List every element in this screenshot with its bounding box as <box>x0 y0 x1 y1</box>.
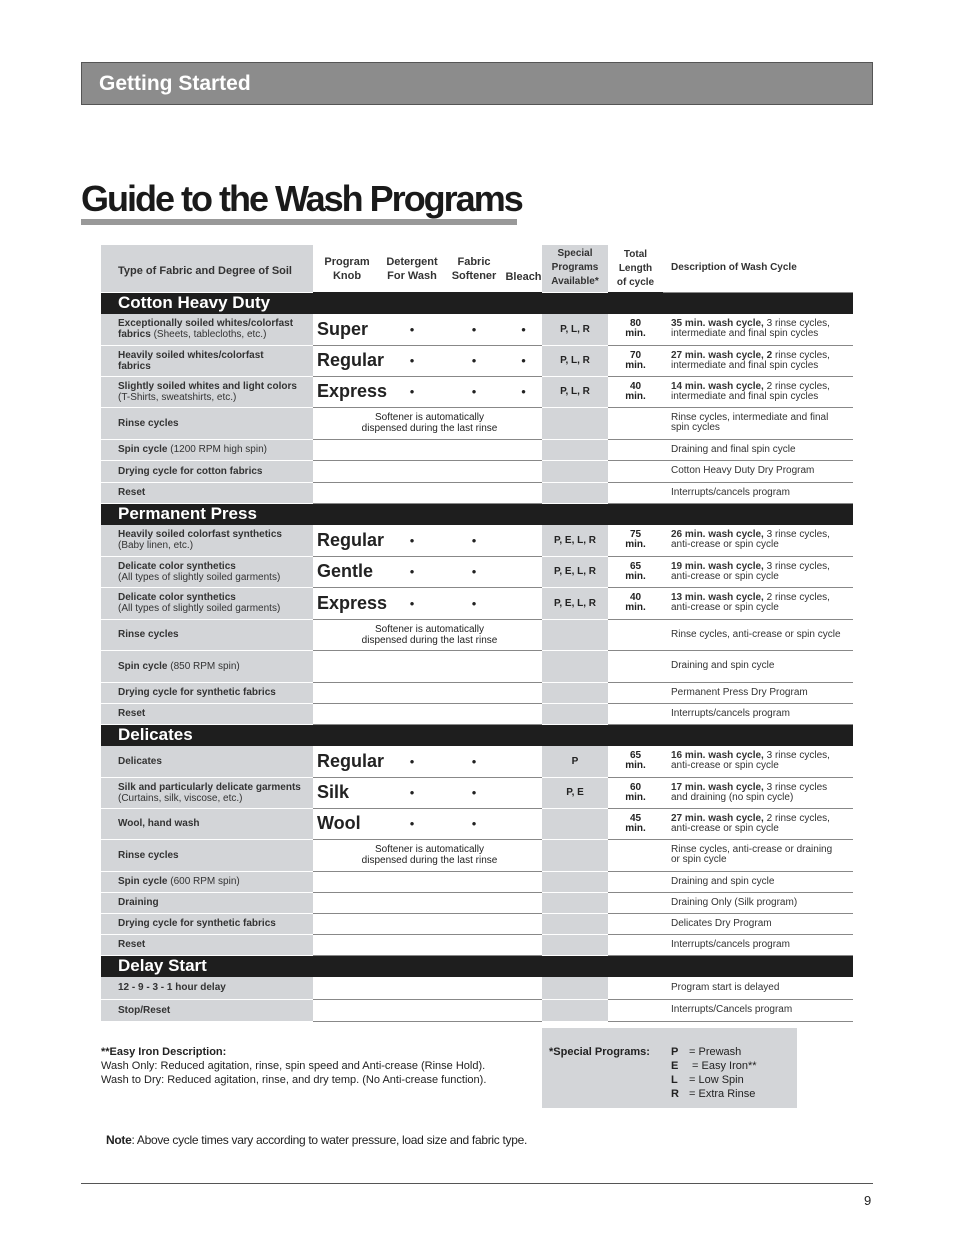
section-cotton: Cotton Heavy Duty <box>101 292 853 314</box>
table-row: Rinse cycles Softener is automatically dispensed during the last rinse Rinse cycles, anti-crease or draining or spin cycle <box>101 839 853 871</box>
legend-item: P = Prewash <box>671 1046 742 1058</box>
table-row: Slightly soiled whites and light colors (T-Shirts, sweatshirts, etc.) Express • • • P, L, R 40 min. 14 min. wash cycle, 2 rinse cycles, intermediate and final spin cycles <box>101 376 853 407</box>
cycle-time-note: Note: Above cycle times vary according to water pressure, load size and fabric type. <box>106 1133 528 1147</box>
header-fabric: Type of Fabric and Degree of Soil <box>101 245 313 292</box>
table-row: Wool, hand wash Wool • • 45 min. 27 min. wash cycle, 2 rinse cycles, anti-crease or spin cycle <box>101 808 853 839</box>
dot-icon: • <box>381 525 443 556</box>
dot-icon: • <box>381 345 443 376</box>
legend-item: R = Extra Rinse <box>671 1088 756 1100</box>
page-title: Guide to the Wash Programs <box>81 178 522 219</box>
header-description: Description of Wash Cycle <box>663 245 853 292</box>
dot-icon: • <box>443 345 505 376</box>
header-softener: Fabric Softener <box>451 255 497 282</box>
dot-icon: • <box>443 746 505 777</box>
section-delicates: Delicates <box>101 724 853 746</box>
table-row: Stop/Reset Interrupts/Cancels program <box>101 999 853 1021</box>
table-row: Spin cycle (850 RPM spin) Draining and spin cycle <box>101 650 853 682</box>
header-knob: Program Knob <box>324 255 370 282</box>
dot-icon: • <box>381 556 443 587</box>
table-row: Delicates Regular • • P 65 min. 16 min. wash cycle, 3 rinse cycles, anti-crease or spin cycle <box>101 746 853 777</box>
table-row: Delicate color synthetics (All types of slightly soiled garments) Gentle • • P, E, L, R 65 min. 19 min. wash cycle, 3 rinse cycles, anti-crease or spin cycle <box>101 556 853 587</box>
legend-item: L = Low Spin <box>671 1074 744 1086</box>
dot-icon: • <box>381 376 443 407</box>
dot-icon: • <box>443 525 505 556</box>
table-row: Drying cycle for cotton fabrics Cotton Heavy Duty Dry Program <box>101 460 853 482</box>
legend-item: E = Easy Iron** <box>671 1060 757 1072</box>
title-underline <box>81 219 517 225</box>
table-row: Reset Interrupts/cancels program <box>101 482 853 503</box>
table-row: Heavily soiled whites/colorfast fabrics Regular • • • P, L, R 70 min. 27 min. wash cycle, 2 rinse cycles, intermediate and final spin cycles <box>101 345 853 376</box>
table-row: Rinse cycles Softener is automatically dispensed during the last rinse Rinse cycles, intermediate and final spin cycles <box>101 407 853 439</box>
wash-programs-table <box>101 245 853 1022</box>
page-number: 9 <box>864 1193 872 1208</box>
dot-icon: • <box>443 777 505 808</box>
section-permanent-press: Permanent Press <box>101 503 853 525</box>
dot-icon: • <box>381 808 443 839</box>
dot-icon: • <box>381 777 443 808</box>
table-header-row <box>101 245 853 292</box>
table-row: Exceptionally soiled whites/colorfast fabrics (Sheets, tablecloths, etc.) Super • • • P, L, R 80 min. 35 min. wash cycle, 3 rinse cycles, intermediate and final spin cycles <box>101 314 853 345</box>
table-row: Drying cycle for synthetic fabrics Delicates Dry Program <box>101 913 853 934</box>
table-row: Reset Interrupts/cancels program <box>101 703 853 724</box>
table-row: Heavily soiled colorfast synthetics (Baby linen, etc.) Regular • • P, E, L, R 75 min. 26 min. wash cycle, 3 rinse cycles, anti-crease or spin cycle <box>101 525 853 556</box>
table-row: Rinse cycles Softener is automatically dispensed during the last rinse Rinse cycles, anti-crease or spin cycle <box>101 619 853 650</box>
dot-icon: • <box>505 314 542 345</box>
table-row: Spin cycle (600 RPM spin) Draining and spin cycle <box>101 871 853 892</box>
header-bleach: Bleach <box>505 270 542 283</box>
section-title: Getting Started <box>99 72 251 95</box>
table-row: Spin cycle (1200 RPM high spin) Draining and final spin cycle <box>101 439 853 460</box>
special-programs-legend: *Special Programs: P = Prewash E = Easy Iron** L = Low Spin R = Extra Rinse <box>542 1028 797 1108</box>
section-delay-start: Delay Start <box>101 955 853 977</box>
dot-icon: • <box>381 314 443 345</box>
dot-icon: • <box>381 746 443 777</box>
section-banner <box>81 62 873 105</box>
table-row: 12 - 9 - 3 - 1 hour delay Program start is delayed <box>101 977 853 999</box>
dot-icon: • <box>443 556 505 587</box>
header-special: Special Programs Available* <box>542 245 608 292</box>
dot-icon: • <box>505 345 542 376</box>
table-row: Delicate color synthetics (All types of slightly soiled garments) Express • • P, E, L, R 40 min. 13 min. wash cycle, 2 rinse cycles, anti-crease or spin cycle <box>101 587 853 619</box>
table-row: Drying cycle for synthetic fabrics Permanent Press Dry Program <box>101 682 853 703</box>
footer-divider <box>81 1183 873 1184</box>
dot-icon: • <box>443 314 505 345</box>
header-detergent: Detergent For Wash <box>386 255 438 282</box>
dot-icon: • <box>443 376 505 407</box>
dot-icon: • <box>443 808 505 839</box>
header-length: Total Length of cycle <box>616 248 655 288</box>
table-row: Silk and particularly delicate garments (Curtains, silk, viscose, etc.) Silk • • P, E 60 min. 17 min. wash cycle, 3 rinse cycles and draining (no spin cycle) <box>101 777 853 808</box>
dot-icon: • <box>381 587 443 619</box>
table-row: Draining Draining Only (Silk program) <box>101 892 853 913</box>
easy-iron-description: **Easy Iron Description: Wash Only: Reduced agitation, rinse, spin speed and Anti-crease (Rinse Hold). Wash to Dry: Reduced agitation, rinse, and dry temp. (No Anti-crease function). <box>101 1046 487 1086</box>
table-row: Reset Interrupts/cancels program <box>101 934 853 955</box>
dot-icon: • <box>443 587 505 619</box>
dot-icon: • <box>505 376 542 407</box>
